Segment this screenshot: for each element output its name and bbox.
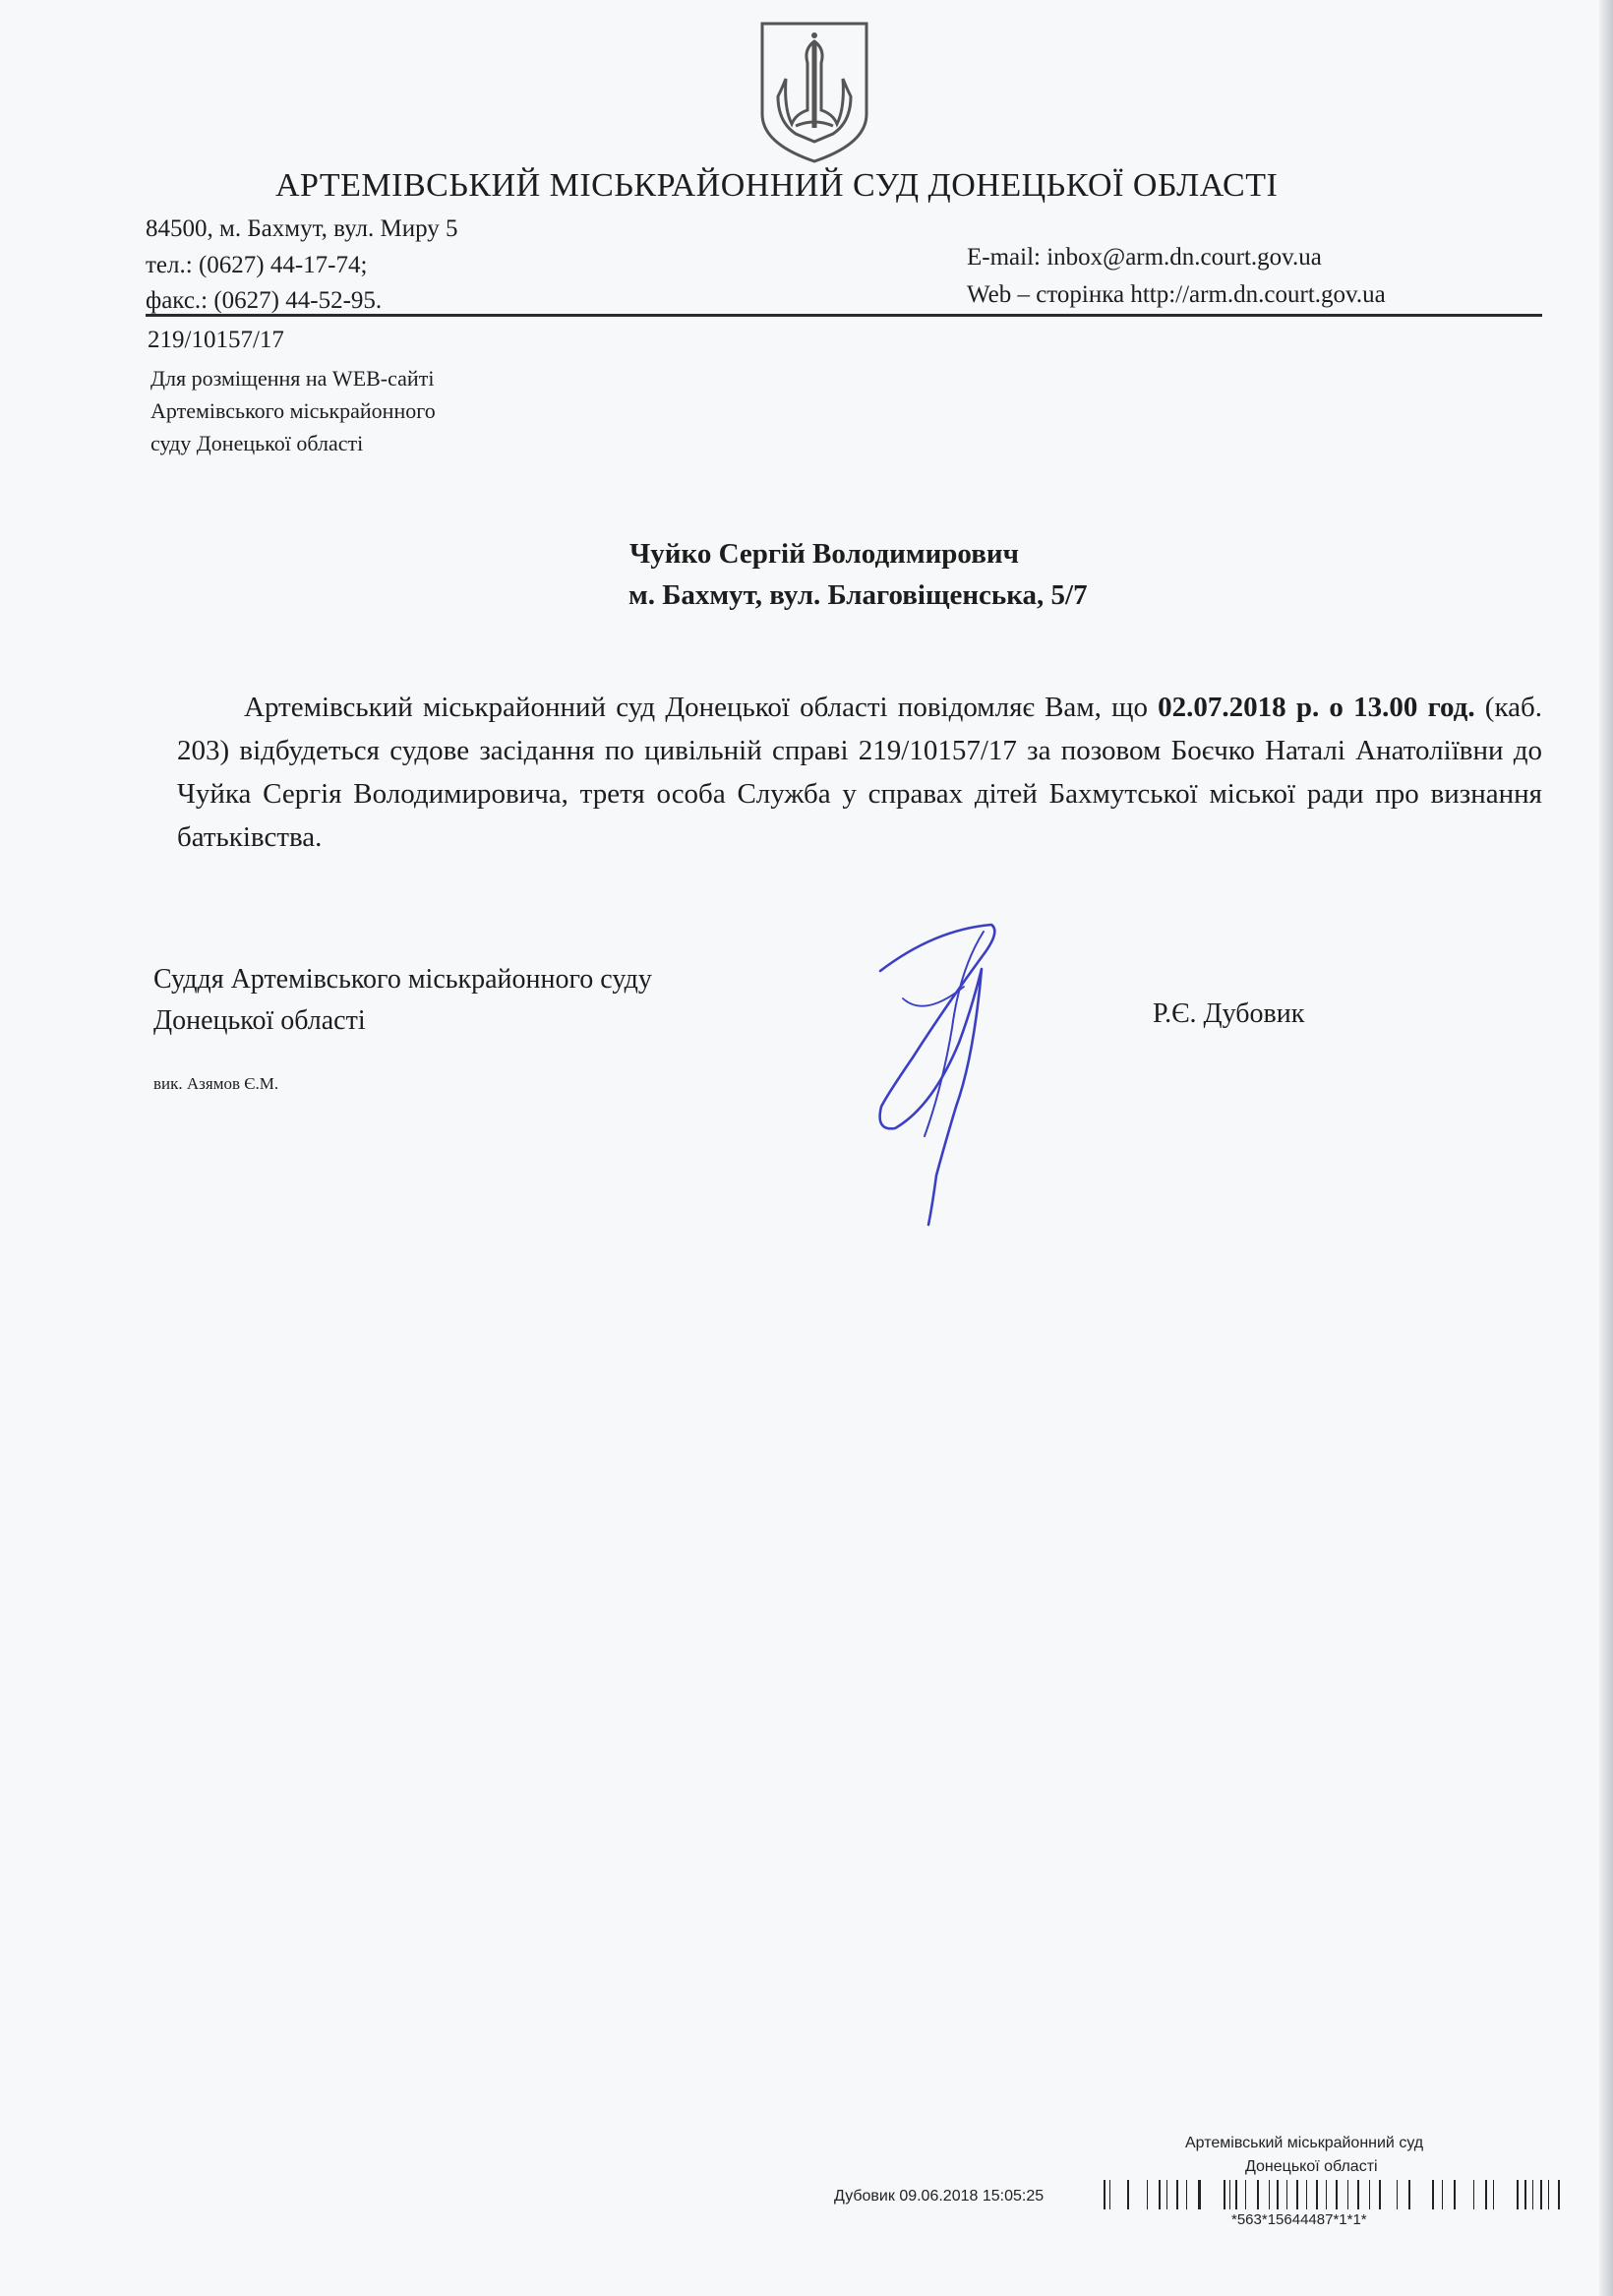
court-email: E-mail: inbox@arm.dn.court.gov.ua	[967, 244, 1322, 271]
case-number: 219/10157/17	[148, 327, 284, 353]
registry-stamp-meta: Дубовик 09.06.2018 15:05:25	[834, 2188, 1045, 2205]
web-note-line: Для розміщення на WEB-сайті	[150, 366, 435, 391]
notice-text-part1: Артемівський міськрайонний суд Донецької області повідомляє Вам, що	[244, 692, 1159, 723]
registry-stamp-court: Артемівський міськрайонний суд	[1185, 2135, 1424, 2151]
header-divider	[146, 314, 1542, 317]
web-note-line: суду Донецької області	[150, 431, 364, 455]
court-name-heading: АРТЕМІВСЬКИЙ МІСЬКРАЙОННИЙ СУД ДОНЕЦЬКОЇ ОБЛАСТІ	[275, 167, 1279, 204]
barcode	[1104, 2180, 1566, 2209]
court-fax: факс.: (0627) 44-52-95.	[146, 287, 383, 314]
hearing-date: 02.07.2018 р. о 13.00 год.	[1158, 692, 1475, 723]
handwritten-signature	[866, 910, 1013, 1235]
coat-of-arms-icon	[756, 20, 872, 165]
notice-body	[177, 686, 1542, 859]
page-edge	[1599, 0, 1613, 2296]
judge-position-line1: Суддя Артемівського міськрайонного суду	[153, 964, 652, 995]
addressee-address: м. Бахмут, вул. Благовіщенська, 5/7	[628, 579, 1088, 611]
web-note-line: Артемівського міськрайонного	[150, 398, 436, 423]
court-address: 84500, м. Бахмут, вул. Миру 5	[146, 215, 458, 242]
addressee-name: Чуйко Сергій Володимирович	[629, 538, 1019, 570]
executor-note: вик. Азямов Є.М.	[153, 1074, 279, 1093]
notice-text-part2: (каб. 203) відбудеться судове засідання по цивільній справі 219/10157/17 за позовом Боєчко Наталі Анатоліївни до Чуйка Сергія Володимировича, третя особа Служба у справах дітей Бахмутської міської ради про визнання батьківства.	[177, 692, 1542, 853]
court-website: Web – сторінка http://arm.dn.court.gov.ua	[967, 281, 1386, 308]
judge-name: Р.Є. Дубовик	[1153, 998, 1305, 1029]
registry-stamp-region: Донецької області	[1245, 2158, 1378, 2175]
judge-position-line2: Донецької області	[153, 1005, 366, 1036]
court-phone: тел.: (0627) 44-17-74;	[146, 252, 368, 278]
barcode-number: *563*15644487*1*1*	[1231, 2211, 1367, 2228]
